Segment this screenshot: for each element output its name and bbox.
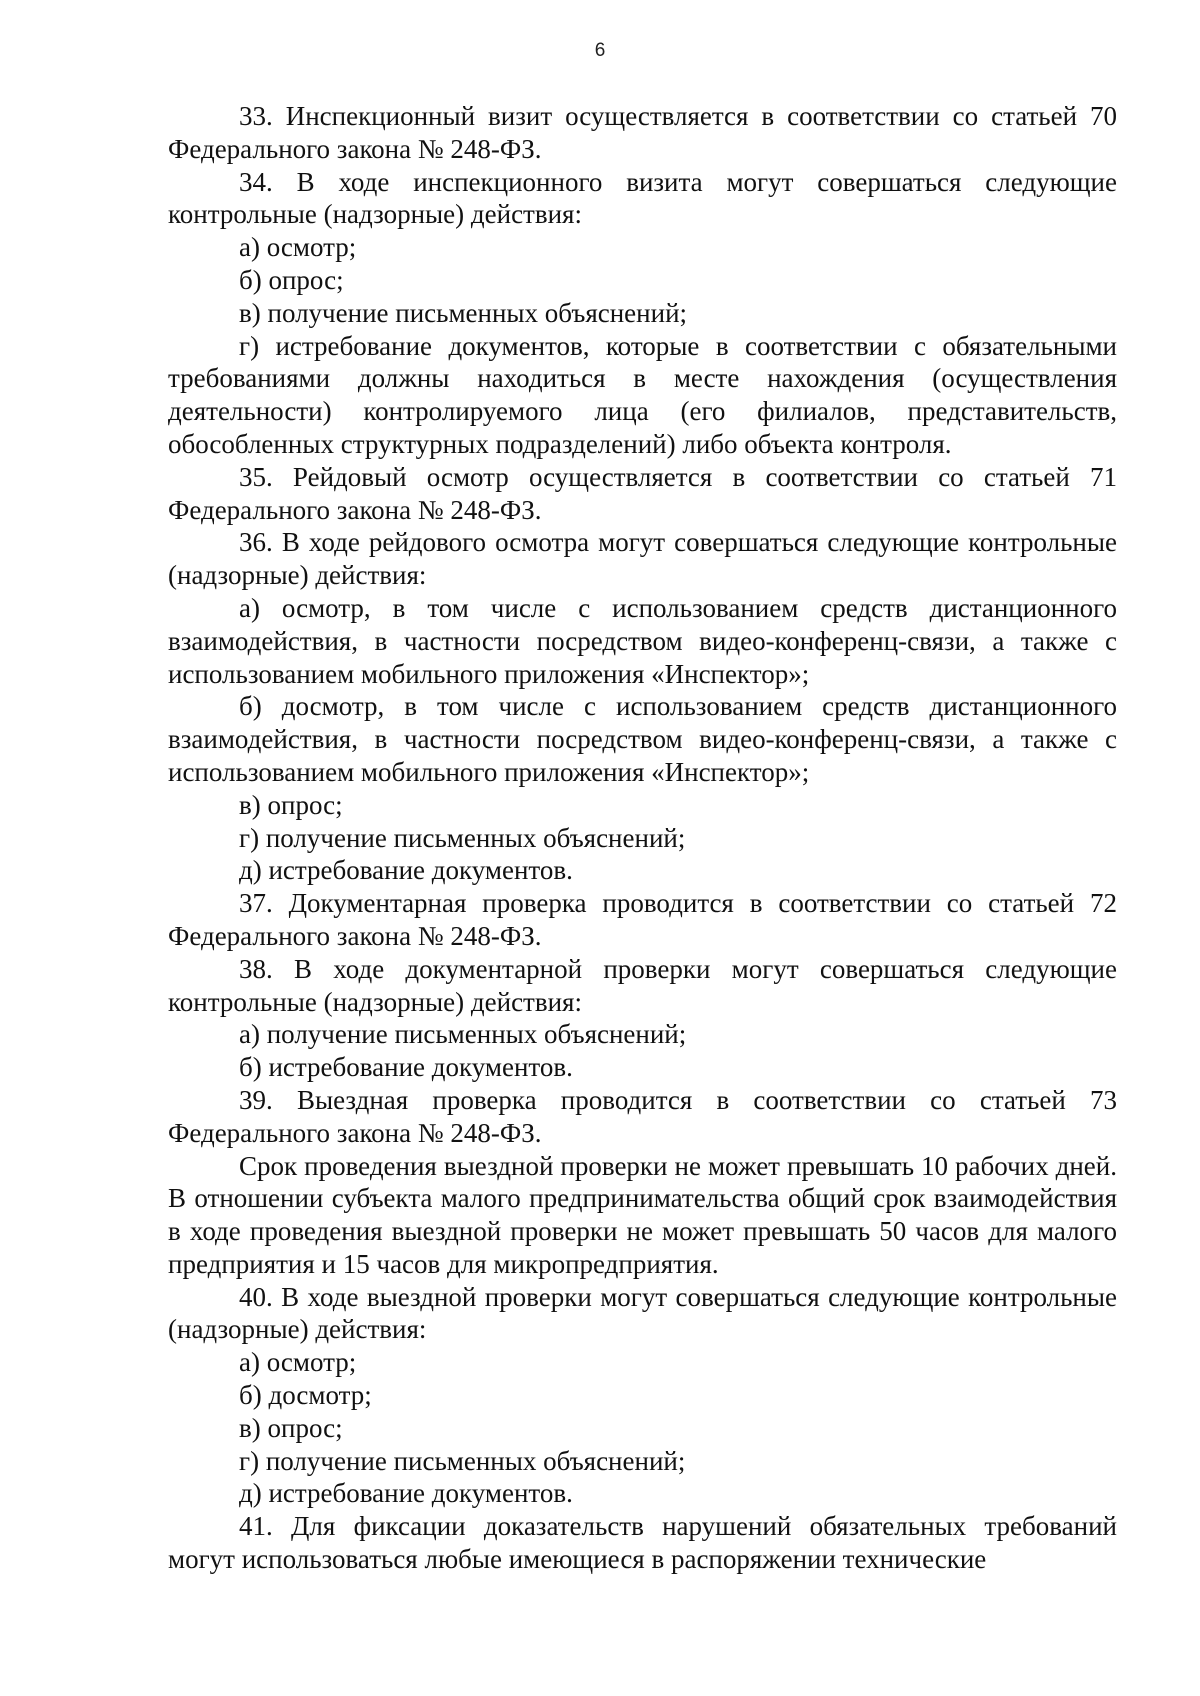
paragraph: б) досмотр, в том числе с использованием средств дистанционного взаимодействия, в частности посредством видео-конференц-связи, а также с использованием мобильного приложения «Инспектор»; <box>168 691 1117 787</box>
paragraph: 41. Для фиксации доказательств нарушений обязательных требований могут использоваться любые имеющиеся в распоряжении технические <box>168 1511 1117 1575</box>
list-item: а) осмотр; <box>239 232 357 263</box>
paragraph: Срок проведения выездной проверки не может превышать 10 рабочих дней. В отношении субъекта малого предпринимательства общий срок взаимодействия в ходе проведения выездной проверки не может превышать 50 часов для малого предприятия и 15 часов для микропредприятия. <box>168 1150 1117 1279</box>
paragraph: г) истребование документов, которые в соответствии с обязательными требованиями должны находиться в месте нахождения (осуществления деятельности) контролируемого лица (его филиалов, представительств, обособленных структурных подразделений) либо объекта контроля. <box>168 330 1117 459</box>
paragraph: 37. Документарная проверка проводится в соответствии со статьей 72 Федерального закона № 248-ФЗ. <box>168 888 1117 951</box>
paragraph: 38. В ходе документарной проверки могут совершаться следующие контрольные (надзорные) действия: <box>168 953 1117 1017</box>
list-item: в) получение письменных объяснений; <box>239 297 688 328</box>
list-item: в) опрос; <box>239 789 343 820</box>
paragraph: 35. Рейдовый осмотр осуществляется в соответствии со статьей 71 Федерального закона № 248-ФЗ. <box>168 461 1117 525</box>
list-item: г) получение письменных объяснений; <box>239 1445 686 1476</box>
paragraph: 34. В ходе инспекционного визита могут совершаться следующие контрольные (надзорные) действия: <box>168 166 1117 230</box>
paragraph: 40. В ходе выездной проверки могут совершаться следующие контрольные (надзорные) действия: <box>168 1281 1117 1345</box>
list-item: б) истребование документов. <box>239 1052 573 1083</box>
list-item: б) досмотр; <box>239 1380 372 1411</box>
paragraph: а) осмотр, в том числе с использованием средств дистанционного взаимодействия, в частности посредством видео-конференц-связи, а также с использованием мобильного приложения «Инспектор»; <box>168 592 1117 689</box>
paragraph: 36. В ходе рейдового осмотра могут совершаться следующие контрольные (надзорные) действия: <box>168 527 1117 591</box>
list-item: в) опрос; <box>239 1412 343 1443</box>
list-item: д) истребование документов. <box>239 1478 573 1509</box>
list-item: г) получение письменных объяснений; <box>239 822 686 853</box>
list-item: а) получение письменных объяснений; <box>239 1019 687 1050</box>
document-body <box>168 100 1117 1576</box>
paragraph: 39. Выездная проверка проводится в соответствии со статьей 73 Федерального закона № 248-ФЗ. <box>168 1084 1117 1148</box>
list-item: б) опрос; <box>239 264 344 295</box>
page-number: 6 <box>594 40 606 61</box>
list-item: а) осмотр; <box>239 1347 357 1378</box>
list-item: д) истребование документов. <box>239 855 573 886</box>
paragraph: 33. Инспекционный визит осуществляется в соответствии со статьей 70 Федерального закона № 248-ФЗ. <box>168 101 1117 164</box>
